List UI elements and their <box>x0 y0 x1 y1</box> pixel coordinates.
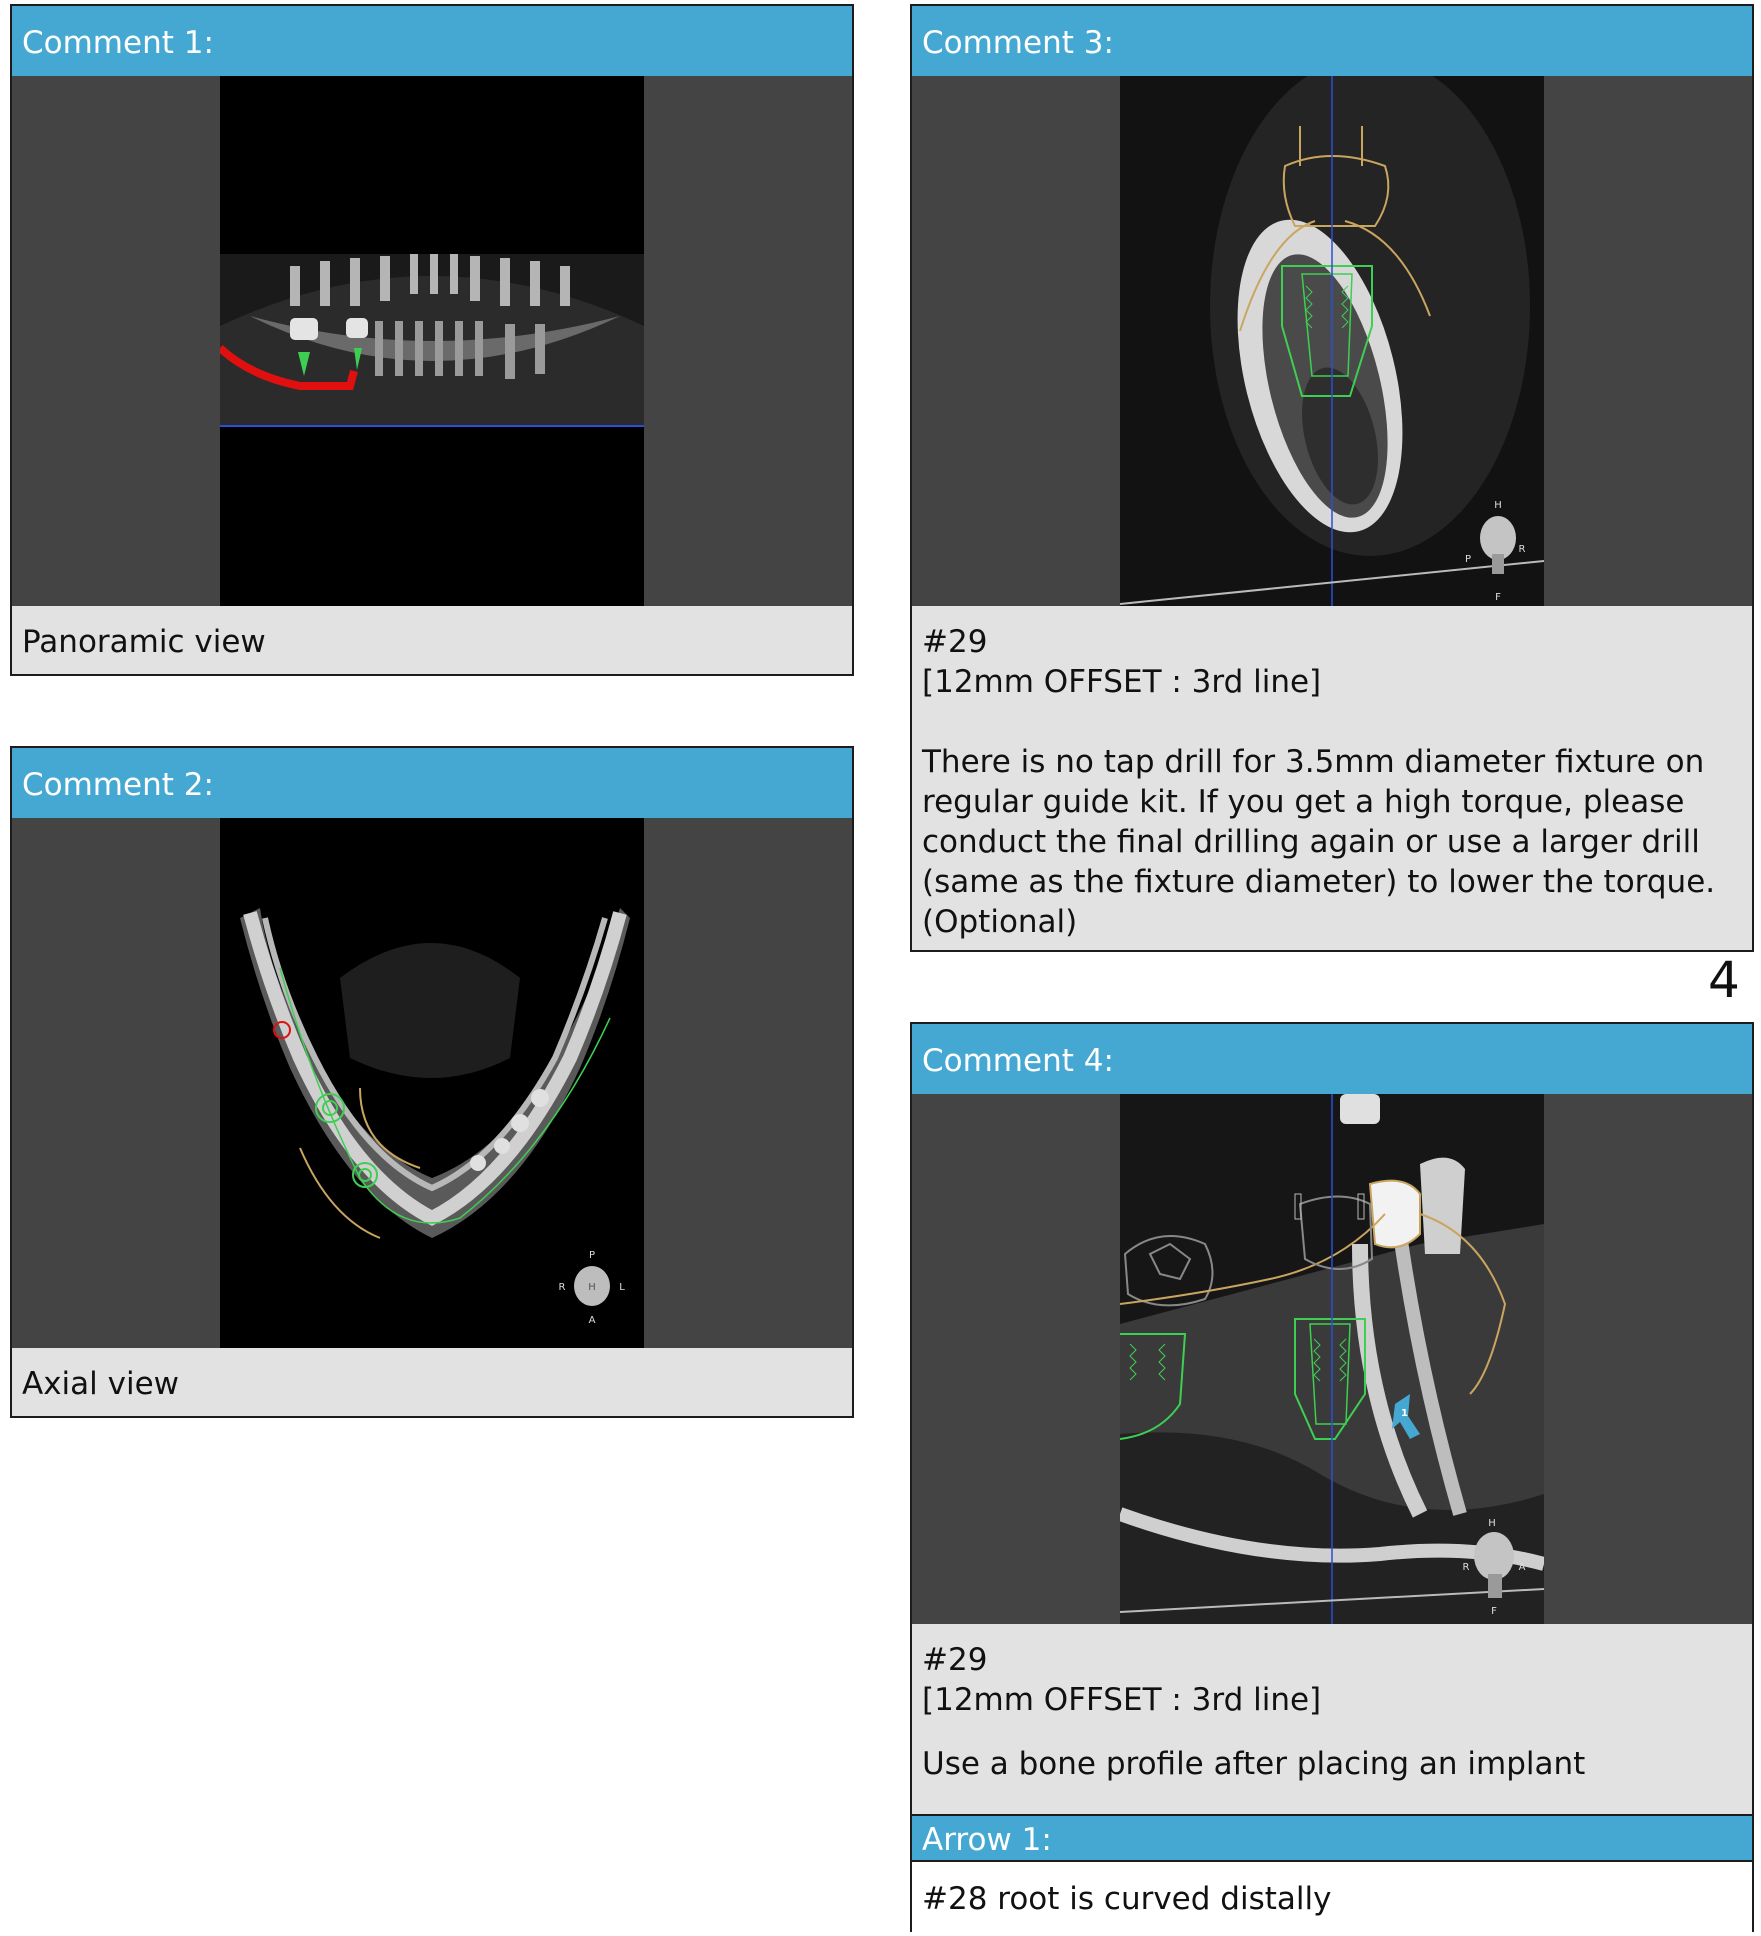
arrow-header: Arrow 1: <box>912 1814 1752 1862</box>
orientation-right: A <box>1518 1562 1526 1573</box>
orientation-left: P <box>1464 554 1472 565</box>
panoramic-view-image <box>12 76 852 606</box>
caption <box>12 1348 852 1414</box>
crown-2 <box>346 318 368 338</box>
panel-header: Comment 4: <box>912 1024 1752 1094</box>
caption-line: [12mm OFFSET : 3rd line] <box>922 1682 1322 1718</box>
caption-line: Use a bone profile after placing an implant <box>922 1746 1586 1782</box>
orientation-left: R <box>1462 1562 1470 1573</box>
marker-label: 1 <box>1401 1408 1408 1419</box>
comment-panel-2 <box>10 746 854 1418</box>
crown-1 <box>290 318 318 340</box>
orientation-bottom: F <box>1491 1606 1497 1617</box>
comment-panel-4 <box>910 1022 1754 1932</box>
tangential-view-image <box>912 1094 1752 1624</box>
crown <box>1370 1181 1420 1248</box>
caption-line: conduct the final drilling again or use a larger drill <box>922 824 1700 860</box>
caption-line: regular guide kit. If you get a high torque, please <box>922 784 1685 820</box>
caption-line: #29 <box>922 624 988 660</box>
orientation-bottom: A <box>588 1315 596 1326</box>
comment-panel-3 <box>910 4 1754 952</box>
orientation-bottom: F <box>1495 592 1501 603</box>
caption <box>12 606 852 672</box>
axial-xray <box>220 818 644 1348</box>
panel-header: Comment 3: <box>912 6 1752 76</box>
cross-section-view-image <box>912 76 1752 606</box>
panel-header: Comment 2: <box>12 748 852 818</box>
tangential-xray <box>1120 1094 1544 1624</box>
axial-view-image <box>12 818 852 1348</box>
arrow-text: #28 root is curved distally <box>912 1862 1752 1932</box>
orientation-top: H <box>1488 1518 1496 1529</box>
caption-line: (same as the fixture diameter) to lower the torque. <box>922 864 1716 900</box>
panel-header: Comment 1: <box>12 6 852 76</box>
arrow-annotation <box>912 1814 1752 1932</box>
caption <box>912 606 1752 952</box>
orientation-right: L <box>619 1282 625 1293</box>
cross-section-xray <box>1120 76 1544 606</box>
caption-line: (Optional) <box>922 904 1078 940</box>
caption <box>912 1624 1752 1814</box>
caption-line: [12mm OFFSET : 3rd line] <box>922 664 1322 700</box>
comment-panel-1 <box>10 4 854 676</box>
caption-line: Axial view <box>22 1366 180 1402</box>
orientation-right: R <box>1518 544 1526 555</box>
caption-line: There is no tap drill for 3.5mm diameter fixture on <box>922 744 1705 780</box>
caption-line: #29 <box>922 1642 988 1678</box>
orientation-left: R <box>558 1282 566 1293</box>
orientation-top: H <box>1494 500 1502 511</box>
page-number: 4 <box>1708 951 1740 1009</box>
orientation-center: H <box>588 1282 596 1293</box>
caption-line: Panoramic view <box>22 624 266 660</box>
panoramic-xray <box>220 76 644 606</box>
orientation-top: P <box>588 1250 596 1261</box>
